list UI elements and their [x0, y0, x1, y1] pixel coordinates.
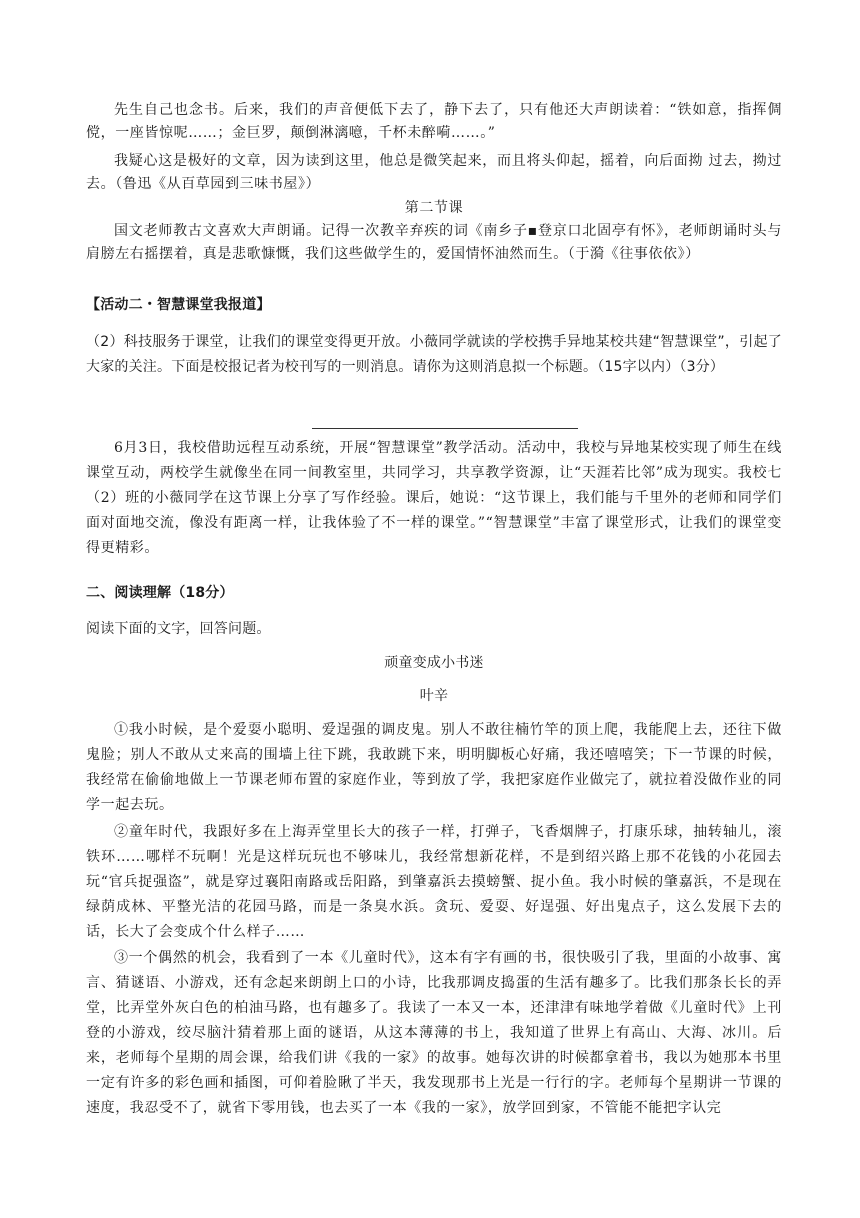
activity2-question: （2）科技服务于课堂，让我们的课堂变得更开放。小薇同学就读的学校携手异地某校共建“智慧课堂”，引起了大家的关注。下面是校报记者为校刊写的一则消息。请你为这则消息拟一个标题。（15字以内）（3分） [86, 334, 782, 375]
paragraph-yuyi: 国文老师教古文喜欢大声朗诵。记得一次教辛弃疾的词《南乡子▪登京口北固亭有怀》，老师朗诵时头与肩膀左右摇摆着，真是悲歌慷慨，我们这些做学生的，爱国情怀油然而生。（于漪《往事依依》） [86, 223, 782, 263]
article-title: 顽童变成小书迷 [384, 655, 484, 671]
article-paragraph-1: ①我小时候，是个爱耍小聪明、爱逞强的调皮鬼。别人不敢往楠竹竿的顶上爬，我能爬上去，还往下做鬼脸；别人不敢从丈来高的围墙上往下跳，我敢跳下来，明明脚板心好痛，我还嘻嘻笑；下一节课的时候，我经常在偷偷地做上一节课老师布置的家庭作业，等到放了学，我把家庭作业做完了，就拉着没做作业的同学一起去玩。 [86, 722, 782, 813]
section-heading-reading: 二、阅读理解（18分） [86, 585, 234, 601]
article-paragraph-3: ③一个偶然的机会，我看到了一本《儿童时代》，这本有字有画的书，很快吸引了我，里面的小故事、寓言、猜谜语、小游戏，还有念起来朗朗上口的小诗，比我那调皮捣蛋的生活有趣多了。比我们那条长长的弄堂，比弄堂外灰白色的柏油马路，也有趣多了。我读了一本又一本，还津津有味地学着做《儿童时代》上刊登的小游戏，绞尽脑汁猜着那上面的谜语，从这本薄薄的书上，我知道了世界上有高山、大海、冰川。后来，老师每个星期的周会课，给我们讲《我的一家》的故事。她每次讲的时候都拿着书，我以为她那本书里一定有许多的彩色画和插图，可仰着脸瞅了半天，我发现那书上光是一行行的字。老师每个星期讲一节课的速度，我忍受不了，就省下零用钱，也去买了一本《我的一家》，放学回到家，不管能不能把字认完 [86, 950, 782, 1116]
article-paragraph-2: ②童年时代，我跟好多在上海弄堂里长大的孩子一样，打弹子，飞香烟牌子，打康乐球，抽转轴儿，滚铁环……哪样不玩啊！光是这样玩玩也不够味儿，我经常想新花样，不是到绍兴路上那不花钱的小花园去玩“官兵捉强盗”，就是穿过襄阳南路或岳阳路，到肇嘉浜去摸螃蟹、捉小鱼。我小时候的肇嘉浜，不是现在绿荫成林、平整光洁的花园马路，而是一条臭水浜。贪玩、爱耍、好逞强、好出鬼点子，这么发展下去的话，长大了会变成个什么样子…… [86, 824, 782, 940]
reading-instruction: 阅读下面的文字，回答问题。 [86, 621, 271, 637]
article-author: 叶辛 [419, 688, 449, 704]
section-title-second-class: 第二节课 [404, 200, 464, 216]
activity2-title: 【活动二・智慧课堂我报道】 [86, 297, 271, 313]
paragraph-luxun: 我疑心这是极好的文章，因为读到这里，他总是微笑起来，而且将头仰起，摇着，向后面拗 过去，拗过去。（鲁迅《从百草园到三味书屋》） [86, 153, 782, 193]
paragraph-recitation: 先生自己也念书。后来，我们的声音便低下去了，静下去了，只有他还大声朗读着：“铁如意，指挥倜傥，一座皆惊呢……；金巨罗，颠倒淋漓噫，千杯未醉嗬……。” [86, 102, 782, 142]
answer-blank-line [312, 428, 578, 429]
news-paragraph: 6月3日，我校借助远程互动系统，开展“智慧课堂”教学活动。活动中，我校与异地某校实现了师生在线课堂互动，两校学生就像坐在同一间教室里，共同学习，共享教学资源，让“天涯若比邻”成为现实。我校七（2）班的小薇同学在这节课上分享了写作经验。课后，她说：“这节课上，我们能与千里外的老师和同学们面对面地交流，像没有距离一样，让我体验了不一样的课堂。”“智慧课堂”丰富了课堂形式，让我们的课堂变得更精彩。 [86, 440, 782, 556]
